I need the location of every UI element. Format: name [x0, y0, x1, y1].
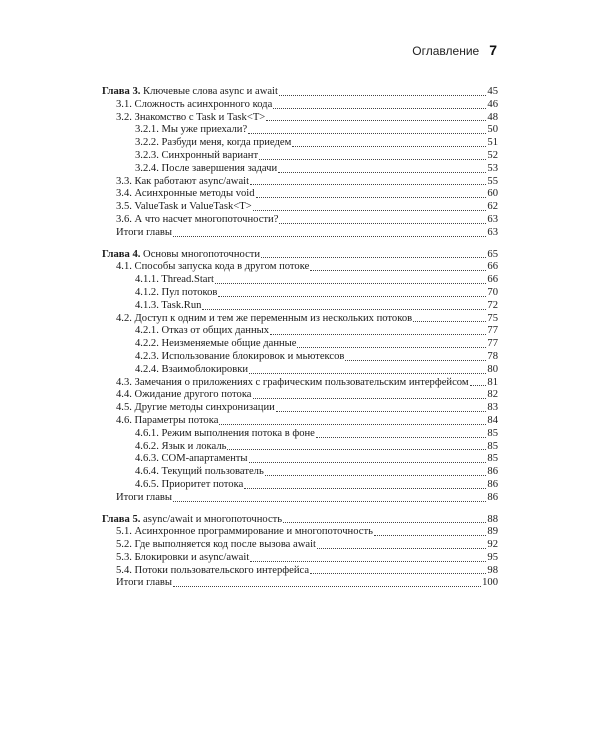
- entry-text: Ключевые слова async и await: [140, 86, 278, 97]
- dot-leader: [278, 172, 486, 173]
- dot-leader: [250, 184, 486, 185]
- dot-leader: [215, 283, 486, 284]
- entry-title: [135, 274, 214, 287]
- entry-text: 3.5. ValueTask и ValueTask<T>: [116, 201, 252, 213]
- entry-page-number: 51: [487, 137, 498, 149]
- entry-page-number: 100: [482, 577, 498, 589]
- entry-text: 4.5. Другие методы синхронизации: [116, 402, 275, 414]
- section-entry: [102, 214, 498, 227]
- entry-text: 5.2. Где выполняется код после вызова await: [116, 539, 316, 551]
- entry-text: 4.6.5. Приоритет потока: [135, 478, 244, 490]
- subsection-entry: [102, 479, 498, 492]
- entry-page-number: 60: [487, 188, 498, 200]
- dot-leader: [250, 561, 486, 562]
- dot-leader: [173, 501, 486, 502]
- entry-text: 4.1. Способы запуска кода в другом потоке: [116, 261, 310, 273]
- section-entry: [102, 539, 498, 552]
- entry-page-number: 84: [487, 414, 498, 426]
- entry-page-number: 72: [487, 299, 498, 311]
- entry-title: [116, 389, 252, 402]
- section-entry: [102, 112, 498, 125]
- subsection-entry: [102, 287, 498, 300]
- entry-text: 3.6. А что насчет многопоточности?: [116, 213, 279, 225]
- entry-title: [116, 112, 265, 125]
- entry-text: 4.2. Доступ к одним и тем же переменным из нескольких потоков: [116, 312, 413, 324]
- entry-title: [135, 338, 296, 351]
- entry-title: [135, 453, 248, 466]
- entry-title: [116, 552, 249, 565]
- entry-text: 3.3. Как работают async/await: [116, 175, 250, 187]
- dot-leader: [173, 586, 481, 587]
- dot-leader: [202, 309, 486, 310]
- entry-title: [116, 492, 172, 505]
- entry-text: 3.4. Асинхронные методы void: [116, 188, 255, 200]
- entry-text: 4.6.1. Режим выполнения потока в фоне: [135, 427, 315, 439]
- section-entry: [102, 552, 498, 565]
- entry-text: 3.2. Знакомство с Task и Task<T>: [116, 111, 266, 123]
- entry-page-number: 63: [487, 213, 498, 225]
- section-entry: [102, 492, 498, 505]
- entry-page-number: 85: [487, 440, 498, 452]
- entry-text: 4.6.2. Язык и локаль: [135, 440, 227, 452]
- entry-title: [116, 415, 218, 428]
- entry-title: [116, 539, 316, 552]
- entry-title: [116, 565, 309, 578]
- dot-leader: [256, 197, 487, 198]
- dot-leader: [218, 296, 486, 297]
- subsection-entry: [102, 466, 498, 479]
- dot-leader: [261, 257, 486, 258]
- entry-page-number: 62: [487, 201, 498, 213]
- section-entry: [102, 389, 498, 402]
- entry-page-number: 95: [487, 551, 498, 563]
- entry-title: [135, 428, 315, 441]
- entry-title: [135, 325, 269, 338]
- dot-leader: [253, 398, 487, 399]
- entry-page-number: 89: [487, 526, 498, 538]
- dot-leader: [173, 236, 486, 237]
- chapter-entry: [102, 86, 498, 99]
- entry-page-number: 86: [487, 491, 498, 503]
- entry-page-number: 70: [487, 286, 498, 298]
- section-entry: [102, 188, 498, 201]
- subsection-entry: [102, 325, 498, 338]
- entry-page-number: 86: [487, 478, 498, 490]
- dot-leader: [279, 223, 486, 224]
- dot-leader: [273, 108, 486, 109]
- entry-text: 4.2.1. Отказ от общих данных: [135, 325, 270, 337]
- chapter-entry: [102, 249, 498, 262]
- entry-page-number: 48: [487, 111, 498, 123]
- dot-leader: [310, 270, 486, 271]
- entry-text: 4.6.4. Текущий пользователь: [135, 466, 264, 478]
- entry-title: [135, 137, 291, 150]
- entry-page-number: 45: [487, 86, 498, 97]
- subsection-entry: [102, 441, 498, 454]
- entry-title: [135, 441, 226, 454]
- entry-page-number: 66: [487, 261, 498, 273]
- dot-leader: [265, 475, 487, 476]
- section-entry: [102, 313, 498, 326]
- entry-title: [116, 214, 278, 227]
- entry-title: [102, 249, 260, 262]
- entry-title: [116, 377, 469, 390]
- chapter-entry: [102, 514, 498, 527]
- entry-title: [135, 479, 243, 492]
- subsection-entry: [102, 364, 498, 377]
- table-of-contents: [102, 86, 498, 599]
- section-entry: [102, 415, 498, 428]
- entry-text: 4.2.3. Использование блокировок и мьютексов: [135, 350, 345, 362]
- dot-leader: [244, 488, 486, 489]
- entry-page-number: 75: [487, 312, 498, 324]
- entry-page-number: 77: [487, 338, 498, 350]
- dot-leader: [227, 449, 486, 450]
- dot-leader: [259, 159, 486, 160]
- dot-leader: [249, 462, 487, 463]
- entry-page-number: 85: [487, 427, 498, 439]
- entry-text: 5.3. Блокировки и async/await: [116, 551, 250, 563]
- entry-text: 4.6.3. COM-апартаменты: [135, 453, 248, 465]
- subsection-entry: [102, 150, 498, 163]
- dot-leader: [316, 437, 487, 438]
- entry-title: [116, 261, 309, 274]
- entry-title: [135, 163, 277, 176]
- entry-page-number: 88: [487, 513, 498, 525]
- section-entry: [102, 526, 498, 539]
- entry-page-number: 80: [487, 363, 498, 375]
- entry-text: 3.1. Сложность асинхронного кода: [116, 98, 273, 110]
- section-entry: [102, 565, 498, 578]
- section-entry: [102, 577, 498, 590]
- entry-text: Итоги главы: [116, 577, 173, 589]
- chapter-block: [102, 249, 498, 505]
- subsection-entry: [102, 453, 498, 466]
- entry-title: [135, 287, 217, 300]
- entry-title: [116, 313, 412, 326]
- entry-text: 5.4. Потоки пользовательского интерфейса: [116, 564, 310, 576]
- dot-leader: [219, 424, 486, 425]
- section-entry: [102, 176, 498, 189]
- entry-text: 3.2.1. Мы уже приехали?: [135, 124, 248, 136]
- entry-title: [116, 227, 172, 240]
- entry-page-number: 46: [487, 98, 498, 110]
- subsection-entry: [102, 428, 498, 441]
- entry-text: 4.4. Ожидание другого потока: [116, 389, 252, 401]
- entry-title: [102, 86, 278, 99]
- dot-leader: [297, 347, 486, 348]
- entry-page-number: 65: [487, 248, 498, 260]
- chapter-label: Глава 3.: [102, 86, 141, 97]
- entry-text: 4.1.2. Пул потоков: [135, 286, 218, 298]
- entry-text: 4.1.1. Thread.Start: [135, 274, 214, 286]
- entry-title: [116, 526, 373, 539]
- dot-leader: [374, 535, 486, 536]
- entry-title: [116, 176, 249, 189]
- dot-leader: [249, 373, 486, 374]
- entry-page-number: 53: [487, 162, 498, 174]
- entry-title: [135, 300, 201, 313]
- subsection-entry: [102, 338, 498, 351]
- entry-text: 4.2.2. Неизменяемые общие данные: [135, 338, 297, 350]
- entry-title: [135, 124, 247, 137]
- entry-text: 3.2.4. После завершения задачи: [135, 162, 278, 174]
- subsection-entry: [102, 351, 498, 364]
- entry-page-number: 78: [487, 350, 498, 362]
- entry-title: [135, 150, 258, 163]
- entry-text: Итоги главы: [116, 226, 173, 238]
- subsection-entry: [102, 124, 498, 137]
- entry-title: [116, 402, 275, 415]
- dot-leader: [279, 95, 486, 96]
- entry-title: [135, 351, 344, 364]
- chapter-block: [102, 86, 498, 240]
- entry-page-number: 55: [487, 175, 498, 187]
- entry-page-number: 92: [487, 539, 498, 551]
- running-header: [412, 42, 497, 58]
- dot-leader: [310, 573, 486, 574]
- subsection-entry: [102, 274, 498, 287]
- entry-page-number: 82: [487, 389, 498, 401]
- entry-title: [116, 99, 272, 112]
- section-entry: [102, 377, 498, 390]
- subsection-entry: [102, 300, 498, 313]
- header-title: Оглавление: [412, 44, 480, 58]
- entry-title: [116, 188, 255, 201]
- entry-page-number: 83: [487, 402, 498, 414]
- dot-leader: [270, 334, 486, 335]
- entry-title: [116, 577, 172, 590]
- entry-page-number: 52: [487, 149, 498, 161]
- entry-page-number: 85: [487, 453, 498, 465]
- dot-leader: [248, 133, 486, 134]
- entry-title: [135, 466, 264, 479]
- dot-leader: [292, 146, 486, 147]
- chapter-block: [102, 514, 498, 591]
- section-entry: [102, 227, 498, 240]
- subsection-entry: [102, 163, 498, 176]
- section-entry: [102, 201, 498, 214]
- dot-leader: [470, 385, 487, 386]
- entry-page-number: 98: [487, 564, 498, 576]
- section-entry: [102, 261, 498, 274]
- entry-text: 5.1. Асинхронное программирование и многопоточность: [116, 526, 373, 538]
- entry-text: Итоги главы: [116, 491, 173, 503]
- entry-page-number: 86: [487, 466, 498, 478]
- page-number: 7: [489, 42, 497, 58]
- entry-text: async/await и многопоточность: [140, 513, 283, 525]
- chapter-label: Глава 5.: [102, 513, 141, 525]
- entry-text: 4.6. Параметры потока: [116, 414, 219, 426]
- dot-leader: [276, 411, 487, 412]
- section-entry: [102, 402, 498, 415]
- entry-title: [135, 364, 248, 377]
- dot-leader: [413, 321, 486, 322]
- entry-page-number: 81: [487, 376, 498, 388]
- subsection-entry: [102, 137, 498, 150]
- dot-leader: [266, 120, 486, 121]
- dot-leader: [345, 360, 486, 361]
- entry-text: Основы многопоточности: [140, 248, 261, 260]
- entry-title: [116, 201, 252, 214]
- section-entry: [102, 99, 498, 112]
- dot-leader: [283, 522, 486, 523]
- entry-text: 4.3. Замечания о приложениях с графическим пользовательским интерфейсом: [116, 376, 469, 388]
- entry-page-number: 50: [487, 124, 498, 136]
- entry-text: 4.1.3. Task.Run: [135, 299, 202, 311]
- dot-leader: [253, 210, 487, 211]
- chapter-label: Глава 4.: [102, 248, 141, 260]
- entry-page-number: 77: [487, 325, 498, 337]
- entry-title: [102, 514, 282, 527]
- entry-page-number: 66: [487, 274, 498, 286]
- entry-text: 3.2.3. Синхронный вариант: [135, 149, 259, 161]
- dot-leader: [317, 548, 486, 549]
- entry-text: 3.2.2. Разбуди меня, когда приедем: [135, 137, 292, 149]
- entry-page-number: 63: [487, 226, 498, 238]
- entry-text: 4.2.4. Взаимоблокировки: [135, 363, 249, 375]
